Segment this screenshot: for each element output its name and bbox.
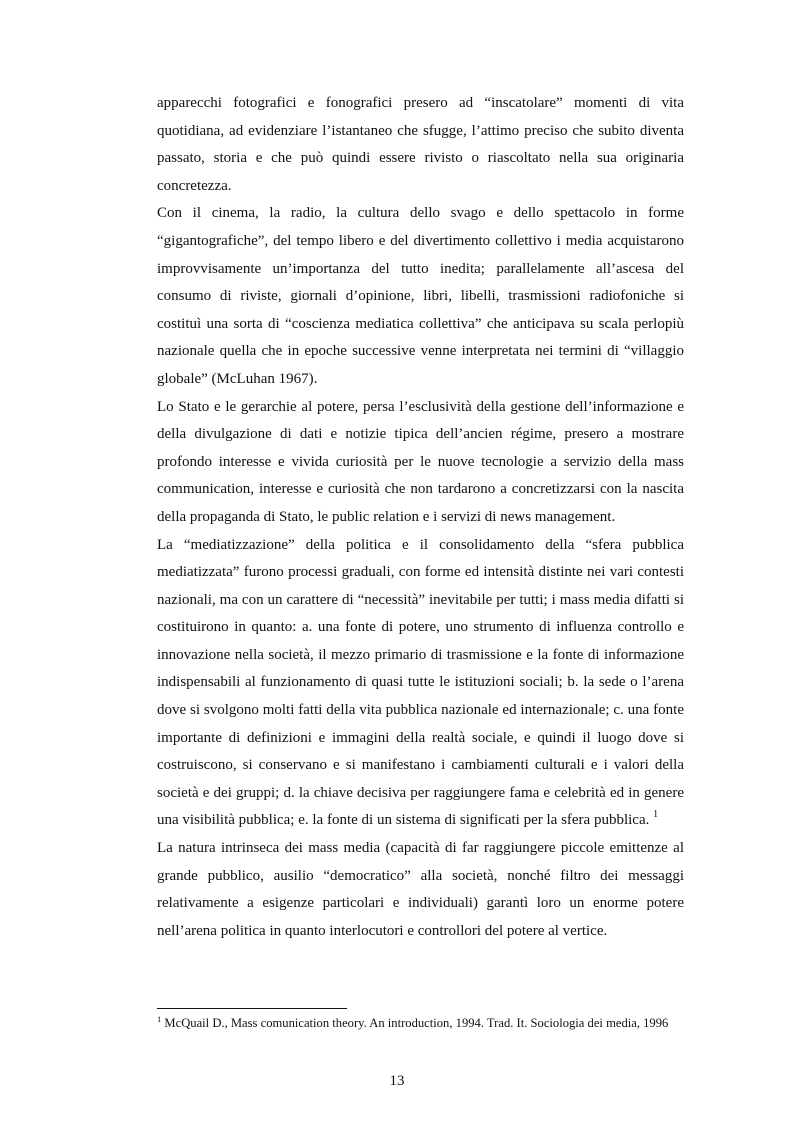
paragraph-2: Con il cinema, la radio, la cultura dello svago e dello spettacolo in forme “gigantografiche”, del tempo libero e del divertimento collettivo i media acquistarono improvvisamente un’importanza del tutto inedita; parallelamente all’ascesa del consumo di riviste, giornali d’opinione, libri, libelli, trasmissioni radiofoniche si costituì una sorta di “coscienza mediatica collettiva” che anticipava su scala perlopiù nazionale quella che in epoche successive venne interpretata nei termini di “villaggio globale” (McLuhan 1967). <box>157 205 684 387</box>
paragraph-4 <box>157 532 684 836</box>
footnote-mark: 1 <box>157 1014 162 1024</box>
paragraph-4-text: La “mediatizzazione” della politica e il consolidamento della “sfera pubblica mediatizzata” furono processi graduali, con forme ed intensità distinte nei vari contesti nazionali, ma con un carattere di “necessità” inevitabile per tutti; i mass media difatti si costituirono in quanto: a. una fonte di potere, uno strumento di influenza controllo e innovazione nella società, il mezzo primario di trasmissione e la fonte di informazione indispensabili al funzionamento di quasi tutte le istituzioni sociali; b. la sede o l’arena dove si svolgono molti fatti della vita pubblica nazionale ed internazionale; c. una fonte importante di definizioni e immagini della realtà sociale, e quindi il luogo dove si costruiscono, si conservano e si manifestano i cambiamenti culturali e i valori della società e dei gruppi; d. la chiave decisiva per raggiungere fama e celebrità ed in genere una visibilità pubblica; e. la fonte di un sistema di significati per la sfera pubblica. <box>157 536 684 829</box>
paragraph-3: Lo Stato e le gerarchie al potere, persa l’esclusività della gestione dell’informazione e della divulgazione di dati e notizie tipica dell’ancien régime, presero a mostrare profondo interesse e vivida curiosità per le nuove tecnologie a servizio della mass communication, interesse e curiosità che non tardarono a concretizzarsi con la nascita della propaganda di Stato, le public relation e i servizi di news management. <box>157 398 684 525</box>
page-number: 13 <box>389 1073 405 1089</box>
paragraph-5: La natura intrinseca dei mass media (capacità di far raggiungere piccole emittenze al grande pubblico, ausilio “democratico” alla società, nonché filtro dei messaggi relativamente a esigenze particolari e individuali) garantì loro un enorme potere nell’arena politica in quanto interlocutori e controllori del potere al vertice. <box>157 840 684 939</box>
footnote-reference: 1 <box>653 809 659 821</box>
body-text <box>157 90 684 945</box>
footnote-text: McQuail D., Mass comunication theory. An introduction, 1994. Trad. It. Sociologia dei media, 1996 <box>164 1016 669 1030</box>
paragraph-1: apparecchi fotografici e fonografici presero ad “inscatolare” momenti di vita quotidiana, ad evidenziare l’istantaneo che sfugge, l’attimo preciso che subito diventa passato, storia e che può quindi essere rivisto o riascoltato nella sua originaria concretezza. <box>157 95 684 194</box>
footnote-divider <box>157 1008 347 1009</box>
footnote <box>157 1015 684 1032</box>
